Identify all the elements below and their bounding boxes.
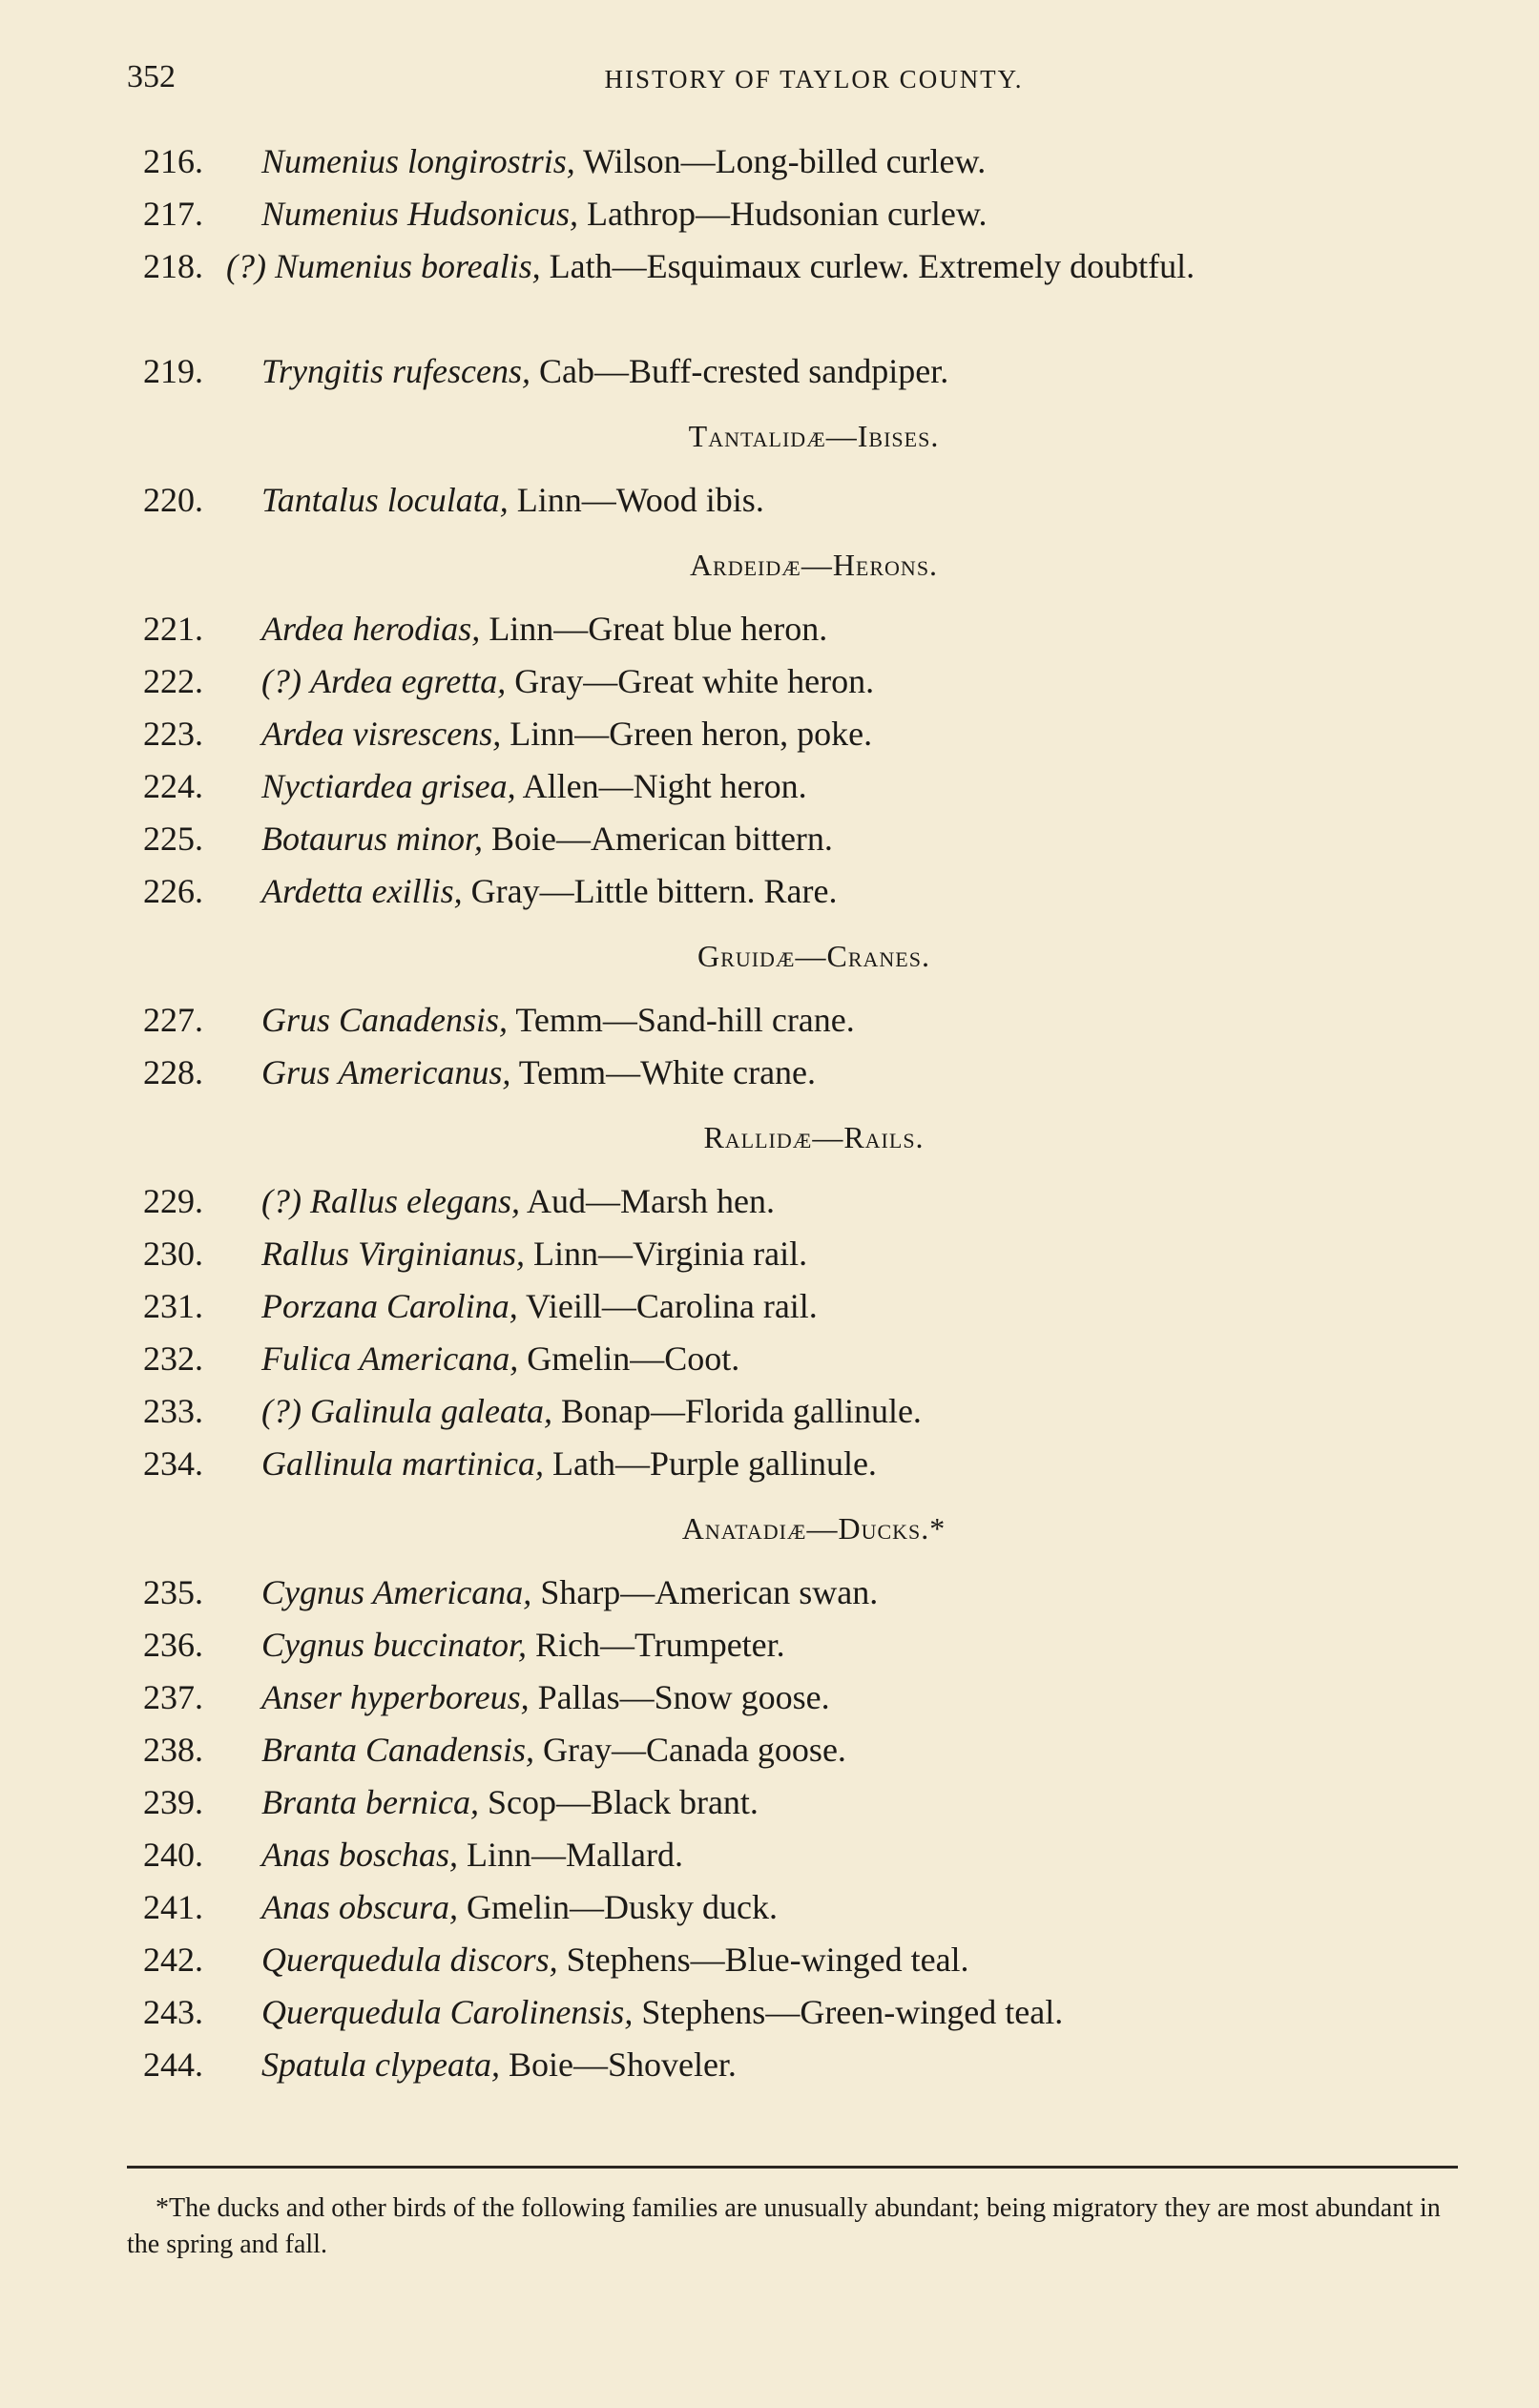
- common-name: Wilson—Long-billed curlew.: [574, 142, 987, 180]
- family-heading-text: Anatadiæ—Ducks.*: [681, 1511, 946, 1546]
- species-entry: [127, 1047, 1472, 1099]
- scientific-name: Numenius longirostris,: [261, 142, 575, 180]
- entry-number: 229.: [143, 1182, 203, 1220]
- entry-number: 216.: [143, 142, 203, 180]
- entry-number: 227.: [143, 1001, 203, 1039]
- family-heading: [127, 918, 1472, 994]
- species-list: [127, 135, 1472, 2091]
- common-name: Gmelin—Coot.: [518, 1339, 740, 1378]
- common-name: Rich—Trumpeter.: [526, 1626, 785, 1664]
- common-name: Boie—American bittern.: [483, 820, 833, 858]
- species-entry: [127, 655, 1472, 708]
- common-name: Gray—Little bittern. Rare.: [462, 872, 838, 910]
- scientific-name: Grus Americanus,: [261, 1053, 511, 1091]
- species-entry: [127, 1385, 1472, 1438]
- scientific-name: Tantalus loculata,: [261, 481, 509, 519]
- scientific-name: Galinula galeata,: [309, 1392, 552, 1430]
- scientific-name: Tryngitis rufescens,: [261, 352, 531, 390]
- entry-number: 226.: [143, 872, 203, 910]
- entry-number: 230.: [143, 1235, 203, 1273]
- entry-number: 238.: [143, 1731, 203, 1769]
- doubt-mark: (?): [261, 1392, 302, 1430]
- species-entry: [127, 813, 1472, 865]
- entry-number: 243.: [143, 1993, 203, 2031]
- common-name: Cab—Buff-crested sandpiper.: [530, 352, 949, 390]
- family-heading-text: Rallidæ—Rails.: [703, 1120, 925, 1154]
- species-entry: [127, 1333, 1472, 1385]
- scientific-name: Numenius Hudsonicus,: [261, 195, 578, 233]
- species-entry: [127, 1619, 1472, 1671]
- common-name: Stephens—Green-winged teal.: [633, 1993, 1064, 2031]
- scientific-name: Cygnus Americana,: [261, 1573, 532, 1611]
- species-entry: [127, 2039, 1472, 2091]
- scientific-name: Gallinula martinica,: [261, 1444, 544, 1483]
- scientific-name: Numenius borealis,: [274, 247, 541, 285]
- scientific-name: Spatula clypeata,: [261, 2045, 500, 2084]
- scientific-name: Branta bernica,: [261, 1783, 479, 1821]
- entry-number: 233.: [143, 1392, 203, 1430]
- footnote: *The ducks and other birds of the following families are unusually abundant; being migratory they are most abundant in the spring and fall.: [127, 2193, 1441, 2259]
- common-name: Gray—Canada goose.: [534, 1731, 846, 1769]
- scientific-name: Ardea visrescens,: [261, 715, 502, 753]
- scientific-name: Querquedula discors,: [261, 1941, 558, 1979]
- family-heading-text: Tantalidæ—Ibises.: [688, 419, 940, 453]
- scientific-name: Anser hyperboreus,: [261, 1678, 530, 1716]
- common-name: Temm—White crane.: [510, 1053, 817, 1091]
- common-name: Linn—Mallard.: [458, 1836, 683, 1874]
- common-name: Aud—Marsh hen.: [519, 1182, 775, 1220]
- species-entry: [127, 188, 1472, 240]
- scientific-name: Querquedula Carolinensis,: [261, 1993, 634, 2031]
- species-entry: [127, 708, 1472, 760]
- species-entry: [127, 1986, 1472, 2039]
- common-name: Vieill—Carolina rail.: [517, 1287, 818, 1325]
- entry-number: 242.: [143, 1941, 203, 1979]
- family-heading: [127, 1490, 1472, 1567]
- species-entry: [127, 1829, 1472, 1881]
- common-name: Lath—Purple gallinule.: [544, 1444, 877, 1483]
- page-number: 352: [127, 59, 176, 94]
- species-entry: [127, 1881, 1472, 1934]
- species-entry: [127, 1934, 1472, 1986]
- scientific-name: Cygnus buccinator,: [261, 1626, 527, 1664]
- running-title: HISTORY OF TAYLOR COUNTY.: [604, 65, 1024, 93]
- doubt-mark: (?): [261, 1182, 302, 1220]
- species-entry: [127, 1776, 1472, 1829]
- scientific-name: Ardetta exillis,: [261, 872, 463, 910]
- species-entry: [127, 1280, 1472, 1333]
- scientific-name: Branta Canadensis,: [261, 1731, 535, 1769]
- common-name: Pallas—Snow goose.: [529, 1678, 830, 1716]
- species-entry: [127, 1438, 1472, 1490]
- common-name: Gmelin—Dusky duck.: [458, 1888, 778, 1926]
- scientific-name: Ardea egretta,: [309, 662, 507, 700]
- family-heading: [127, 527, 1472, 603]
- entry-number: 239.: [143, 1783, 203, 1821]
- entry-number: 244.: [143, 2045, 203, 2084]
- species-entry: [127, 1228, 1472, 1280]
- entry-number: 220.: [143, 481, 203, 519]
- family-heading-text: Gruidæ—Cranes.: [697, 939, 930, 973]
- entry-number: 223.: [143, 715, 203, 753]
- scientific-name: Rallus Virginianus,: [261, 1235, 526, 1273]
- species-entry: [127, 994, 1472, 1047]
- common-name: Sharp—American swan.: [531, 1573, 879, 1611]
- entry-number: 219.: [143, 352, 203, 390]
- entry-number: 225.: [143, 820, 203, 858]
- scientific-name: Anas obscura,: [261, 1888, 458, 1926]
- page-header: [127, 59, 1463, 107]
- entry-number: 221.: [143, 610, 203, 648]
- common-name: Boie—Shoveler.: [499, 2045, 737, 2084]
- common-name: Stephens—Blue-winged teal.: [557, 1941, 969, 1979]
- doubt-mark: (?): [261, 662, 302, 700]
- scientific-name: Fulica Americana,: [261, 1339, 519, 1378]
- entry-number: 224.: [143, 767, 203, 805]
- entry-number: 231.: [143, 1287, 203, 1325]
- scientific-name: Porzana Carolina,: [261, 1287, 518, 1325]
- entry-number: 235.: [143, 1573, 203, 1611]
- entry-number: 240.: [143, 1836, 203, 1874]
- scientific-name: Botaurus minor,: [261, 820, 484, 858]
- common-name: Temm—Sand-hill crane.: [508, 1001, 855, 1039]
- entry-number: 228.: [143, 1053, 203, 1091]
- species-entry: [127, 135, 1472, 188]
- entry-number: 232.: [143, 1339, 203, 1378]
- species-entry: [127, 1567, 1472, 1619]
- species-entry: [127, 760, 1472, 813]
- common-name: Linn—Virginia rail.: [525, 1235, 808, 1273]
- common-name: Gray—Great white heron.: [506, 662, 875, 700]
- species-entry: [127, 1175, 1472, 1228]
- scientific-name: Anas boschas,: [261, 1836, 458, 1874]
- scientific-name: Grus Canadensis,: [261, 1001, 509, 1039]
- species-entry: [127, 474, 1472, 527]
- entry-number: 237.: [143, 1678, 203, 1716]
- family-heading: [127, 398, 1472, 474]
- common-name: Linn—Green heron, poke.: [501, 715, 873, 753]
- entry-number: 222.: [143, 662, 203, 700]
- family-heading-text: Ardeidæ—Herons.: [689, 548, 939, 582]
- common-name: Lath—Esquimaux curlew. Extremely doubtful.: [540, 247, 1196, 285]
- entry-number: 217.: [143, 195, 203, 233]
- scientific-name: Nyctiardea grisea,: [261, 767, 516, 805]
- family-heading: [127, 1099, 1472, 1175]
- species-entry: [127, 603, 1472, 655]
- species-entry: [127, 1724, 1472, 1776]
- common-name: Lathrop—Hudsonian curlew.: [578, 195, 988, 233]
- common-name: Linn—Great blue heron.: [480, 610, 828, 648]
- entry-number: 236.: [143, 1626, 203, 1664]
- species-entry: [127, 865, 1472, 918]
- scientific-name: Rallus elegans,: [309, 1182, 520, 1220]
- common-name: Bonap—Florida gallinule.: [551, 1392, 922, 1430]
- common-name: Allen—Night heron.: [515, 767, 807, 805]
- common-name: Scop—Black brant.: [478, 1783, 759, 1821]
- entry-number: 218.: [143, 247, 203, 285]
- common-name: Linn—Wood ibis.: [508, 481, 764, 519]
- entry-number: 241.: [143, 1888, 203, 1926]
- species-entry: [127, 1671, 1472, 1724]
- species-entry: [127, 240, 1472, 345]
- entry-number: 234.: [143, 1444, 203, 1483]
- scientific-name: Ardea herodias,: [261, 610, 481, 648]
- species-entry: [127, 345, 1472, 398]
- doubt-mark: (?): [226, 247, 266, 285]
- footnote-divider: [127, 2166, 1458, 2169]
